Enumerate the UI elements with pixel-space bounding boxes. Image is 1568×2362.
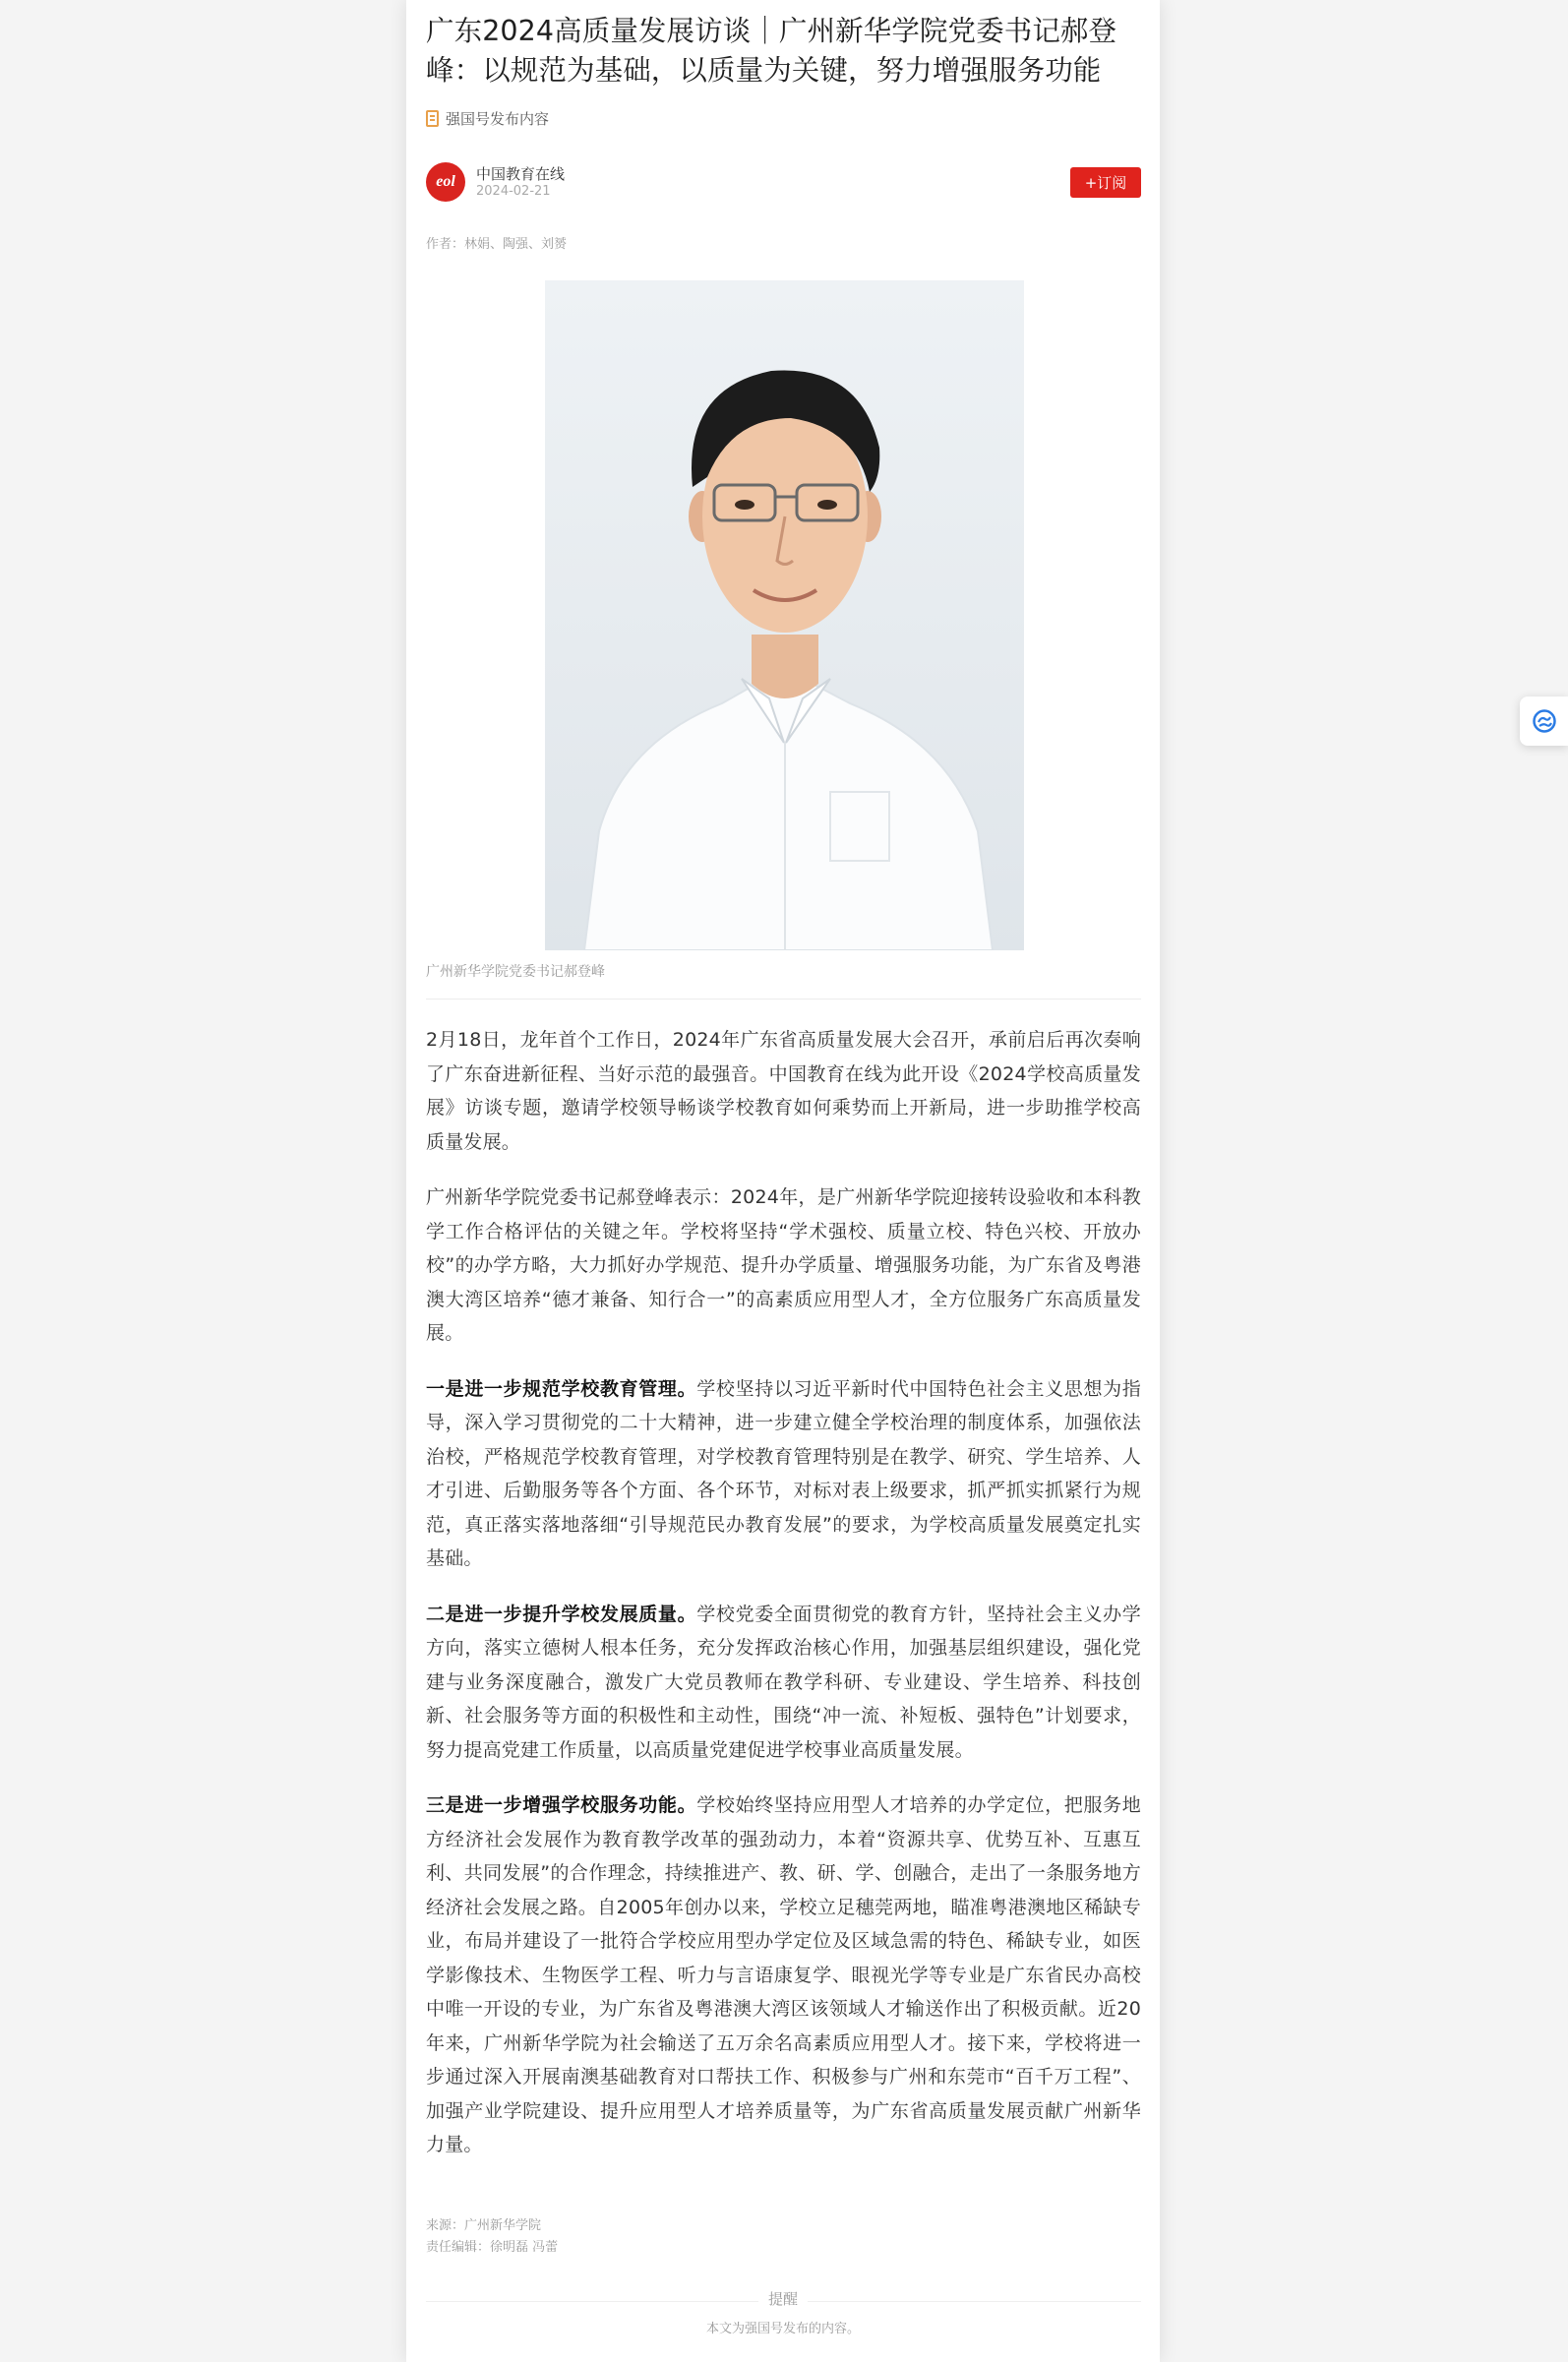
floating-assistant-button[interactable]: [1520, 696, 1568, 746]
notice-text: 本文为强国号发布的内容。: [705, 2322, 860, 2336]
portrait-photo: [545, 280, 1024, 950]
paragraph: 一是进一步规范学校教育管理。学校坚持以习近平新时代中国特色社会主义思想为指导，深入学习贯彻党的二十大精神，进一步建立健全学校治理的制度体系，加强依法治校，严格规范学校教育管理，对学校教育管理特别是在教学、研究、学生培养、人才引进、后勤服务等各个方面、各个环节，对标对表上级要求，抓严抓实抓紧行为规范，真正落实落地落细“引导规范民办教育发展”的要求，为学校高质量发展奠定扎实基础。: [426, 1377, 1141, 1569]
avatar[interactable]: eol: [426, 162, 465, 202]
article-title: 广东2024高质量发展访谈｜广州新华学院党委书记郝登峰：以规范为基础，以质量为关键，努力增强服务功能: [426, 15, 1117, 87]
photo-caption: 广州新华学院党委书记郝登峰: [426, 964, 605, 980]
document-icon: [426, 110, 439, 127]
source-tag-label: 强国号发布内容: [446, 109, 550, 128]
paragraph: 2月18日，龙年首个工作日，2024年广东省高质量发展大会召开，承前启后再次奏响了广东奋进新征程、当好示范的最强音。中国教育在线为此开设《2024学校高质量发展》访谈专题，邀请学校领导畅谈学校教育如何乘势而上开新局，进一步助推学校高质量发展。: [426, 1029, 1141, 1153]
assistant-icon: [1532, 708, 1557, 734]
article-body: [426, 1023, 1141, 2184]
source-line: 来源：广州新华学院: [426, 2218, 542, 2233]
author-row: [426, 160, 1141, 206]
paragraph: 二是进一步提升学校发展质量。学校党委全面贯彻党的教育方针，坚持社会主义办学方向，落实立德树人根本任务，充分发挥政治核心作用，加强基层组织建设，强化党建与业务深度融合，激发广大党员教师在教学科研、专业建设、学生培养、科技创新、社会服务等方面的积极性和主动性，围绕“冲一流、补短板、强特色”计划要求，努力提高党建工作质量，以高质量党建促进学校事业高质量发展。: [426, 1603, 1141, 1761]
author-name[interactable]: 中国教育在线: [476, 165, 566, 183]
source-tag: [426, 106, 1141, 130]
paragraph: 三是进一步增强学校服务功能。学校始终坚持应用型人才培养的办学定位，把服务地方经济社会发展作为教育教学改革的强劲动力，本着“资源共享、优势互补、互惠互利、共同发展”的合作理念，持续推进产、教、研、学、创融合，走出了一条服务地方经济社会发展之路。自2005年创办以来，学校立足穗莞两地，瞄准粤港澳地区稀缺专业，布局并建设了一批符合学校应用型办学定位及区域急需的特色、稀缺专业，如医学影像技术、生物医学工程、听力与言语康复学、眼视光学等专业是广东省民办高校中唯一开设的专业，为广东省及粤港澳大湾区该领域人才输送作出了积极贡献。近20年来，广州新华学院为社会输送了五万余名高素质应用型人才。接下来，学校将进一步通过深入开展南澳基础教育对口帮扶工作、积极参与广州和东莞市“百千万工程”、加强产业学院建设、提升应用型人才培养质量等，为广东省高质量发展贡献广州新华力量。: [426, 1794, 1141, 2155]
publish-date: 2024-02-21: [476, 184, 551, 199]
article-page: [406, 0, 1160, 2362]
article-source: [426, 2215, 1141, 2259]
subscribe-button[interactable]: +订阅: [1070, 167, 1141, 198]
notice-title: 提醒: [406, 2288, 1160, 2309]
editor-line: 责任编辑：徐明磊 冯蕾: [426, 2240, 559, 2255]
paragraph: 广州新华学院党委书记郝登峰表示：2024年，是广州新华学院迎接转设验收和本科教学工作合格评估的关键之年。学校将坚持“学术强校、质量立校、特色兴校、开放办校”的办学方略，大力抓好办学规范、提升办学质量、增强服务功能，为广东省及粤港澳大湾区培养“德才兼备、知行合一”的高素质应用型人才，全方位服务广东高质量发展。: [426, 1186, 1141, 1344]
paragraph-lead: 一是进一步规范学校教育管理。: [426, 1377, 697, 1400]
paragraph-lead: 三是进一步增强学校服务功能。: [426, 1794, 697, 1816]
byline: 作者：林娟、陶强、刘赟: [426, 237, 568, 252]
paragraph-lead: 二是进一步提升学校发展质量。: [426, 1603, 697, 1625]
